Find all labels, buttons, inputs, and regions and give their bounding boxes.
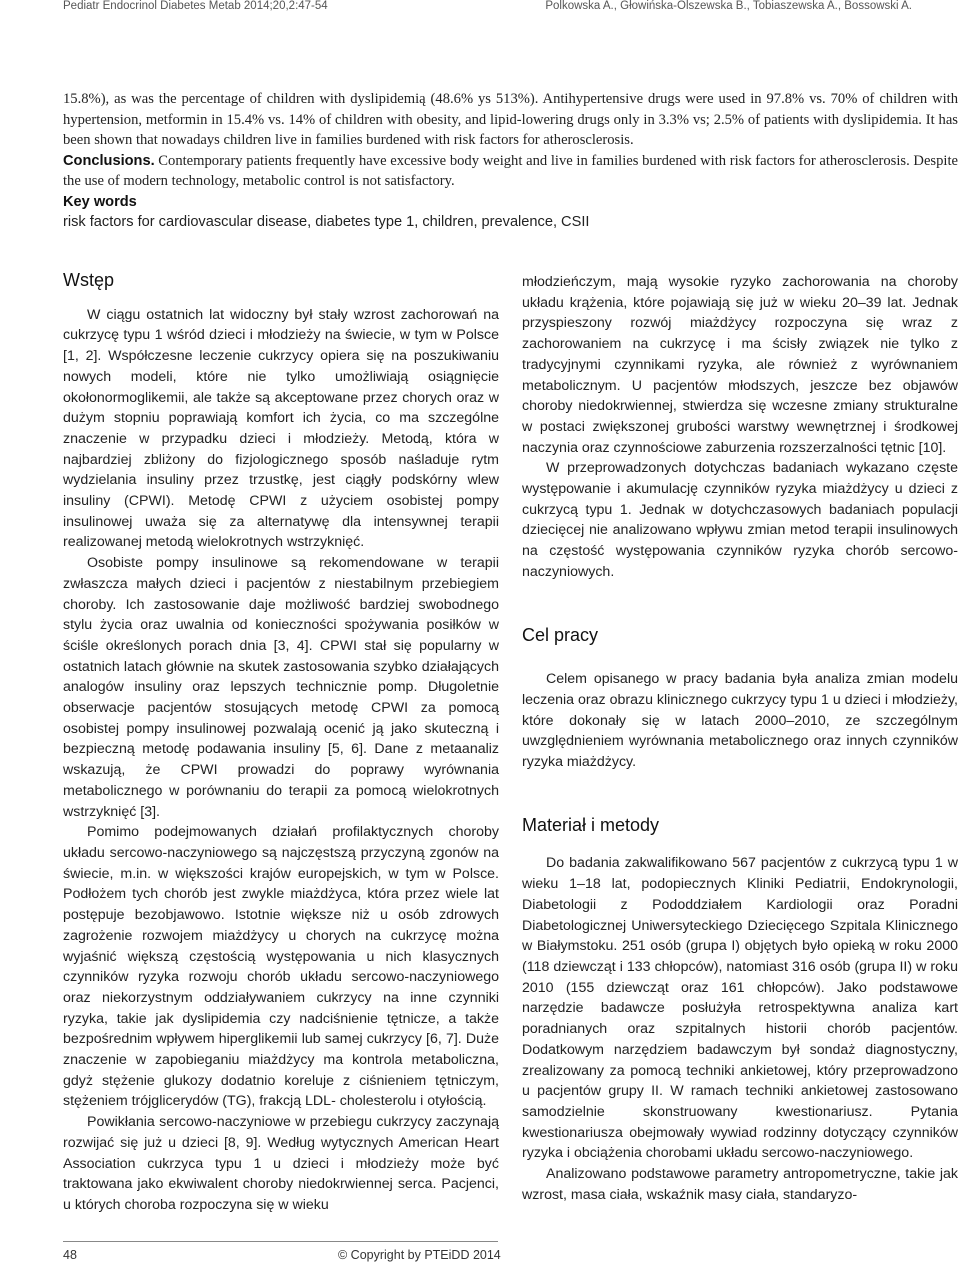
methods-paragraph-1: Do badania zakwalifikowano 567 pacjentów z cukrzycą typu 1 w wieku 1–18 lat, podopiecznych Kliniki Pediatrii, Endokrynologii, Diabetologii z Pododdziałem Kardiologii oraz Poradni Diabetologicznej Uniwersyteckiego Dziecięcego Szpitala Klinicznego w Białymstoku. 251 osób (grupa I) objętych było opieką w roku 2000 (118 dziewcząt i 133 chłopców), natomiast 316 osób (grupa II) w roku 2010 (155 dziewcząt oraz 161 chłopców). Jako podstawowe narzędzie badawcze posłużyła retrospektywna analiza kart poradnianych oraz szpitalnych historii chorób pacjentów. Dodatkowym narzędziem badawczym był sondaż diagnostyczny, zrealizowany za pomocą techniki ankietowej, który przeprowadzono u pacjentów grupy II. W ramach techniki ankietowej zastosowano samodzielnie skonstruowany kwestionariusz. Pytania kwestionariusza obejmowały wywiad rodzinny dotyczący czynników ryzyka i obciążenia chorobami układu sercowo-naczyniowego. [522, 855, 958, 1162]
intro-paragraph-3: Pomimo podejmowanych działań profilaktycznych choroby układu sercowo-naczyniowego są najczęstszą przyczyną zgonów na świecie, m.in. w większości krajów europejskich, w tym w Polsce. Podłożem tych chorób jest zwykle miażdżyca, która przez wiele lat postępuje bezobjawowo. Istotnie większe niż u osób zdrowych zagrożenie rozwojem miażdżycy u chorych na cukrzycę można wyjaśnić większą częstością występowania u nich klasycznych czynników ryzyka rozwoju chorób układu sercowo-naczyniowego oraz niekorzystnym oddziaływaniem cukrzycy na inne czynniki ryzyka, takie jak dyslipidemia czy nadciśnienie tętnicze, a także bezpośrednim wpływem hiperglikemii lub samej cukrzycy [6, 7]. Duże znaczenie w zapobieganiu miażdżycy ma kontrola metaboliczna, gdyż stężenie glukozy dodatnio koreluje z ciśnieniem tętniczym, stężeniem trójglicerydów (TG), frakcją LDL- cholesterolu i otyłością. [63, 824, 499, 1110]
section-heading-introduction: Wstęp [63, 270, 115, 290]
copyright-notice: © Copyright by PTEiDD 2014 [338, 1248, 501, 1262]
running-header [0, 0, 960, 14]
abstract-block [63, 89, 958, 232]
conclusions-text: Contemporary patients frequently have excessive body weight and live in families burdened with risk factors for atherosclerosis. Despite the use of modern technology, metabolic control is not satisfactory. [63, 152, 958, 190]
abstract-conclusions-paragraph [63, 151, 958, 192]
conclusions-label: Conclusions. [63, 152, 155, 169]
intro-paragraph-6: W przeprowadzonych dotychczas badaniach wykazano częste występowanie i akumulację czynników ryzyka miażdżycy u dzieci z cukrzycą typu 1. Jednak w dotychczasowych badaniach populacji dziecięcej nie analizowano wpływu zmian metod terapii insulinowych na częstość występowania czynników ryzyka chorób sercowo-naczyniowych. [522, 460, 958, 580]
intro-paragraph-1: W ciągu ostatnich lat widoczny był stały wzrost zachorowań na cukrzycę typu 1 wśród dzieci i młodzieży na świecie, w tym w Polsce [1, 2]. Współczesne leczenie cukrzycy opiera się na poszukiwaniu nowych modeli, które nie tylko umożliwiają osiągnięcie okołonormoglikemii, ale także są akceptowane przez chorych oraz w dużym stopniu poprawiają komfort ich życia, co ma szczególne znaczenie w przypadku dzieci i młodzieży. Metodą, która w najbardziej zbliżony do fizjologicznego sposób naśladuje rytm wydzielania insuliny przez trzustkę, jest ciągły podskórny wlew insuliny (CPWI). Metodę CPWI z użyciem osobistej pompy insulinowej uważa się za alternatywę dla intensywnej terapii realizowanej metodą wielokrotnych wstrzyknięć. [63, 306, 499, 551]
journal-citation: Pediatr Endocrinol Diabetes Metab 2014;20,2:47-54 [63, 0, 328, 12]
keywords-text: risk factors for cardiovascular disease, diabetes type 1, children, prevalence, CSII [63, 213, 590, 230]
left-column [63, 270, 499, 1216]
page-number: 48 [63, 1248, 77, 1262]
abstract-results-text: 15.8%), as was the percentage of children with dyslipidemią (48.6% ys 513%). Antihypertensive drugs were used in 97.8% vs. 70% of children with hypertension, metformin in 15.4% vs. 14% of children with obesity, and lipid-lowering drugs only in 3.3% vs; 2.5% of patients with dyslipidemia. It has been shown that nowadays children live in families burdened with risk factors for atherosclerosis. [63, 91, 958, 149]
footer-rule [63, 1241, 498, 1242]
aim-paragraph: Celem opisanego w pracy badania była analiza zmian modelu leczenia oraz obrazu klinicznego cukrzycy typu 1 u dzieci i młodzieży, które dokonały się w latach 2000–2010, ze szczególnym uwzględnieniem wyrównania metabolicznego oraz innych czynników ryzyka miażdżycy. [522, 671, 958, 771]
keywords-heading: Key words [63, 193, 137, 210]
intro-paragraph-2: Osobiste pompy insulinowe są rekomendowane w terapii zwłaszcza małych dzieci i pacjentów z niestabilnym przebiegiem choroby. Ich zastosowanie daje możliwość bardziej swobodnego stylu życia oraz uwalnia od konieczności spożywania posiłków w ściśle określonych porach dnia [3, 4]. CPWI stał się popularny w ostatnich latach głównie na skutek zastosowania szybko działających analogów insuliny oraz lepszych technicznie pomp. Długoletnie obserwacje pacjentów stosujących metodę CPWI za pomocą osobistej pompy insulinowej pozwalają ocenić ją jako skuteczną i bezpieczną metodę podawania insuliny [5, 6]. Dane z metaanaliz wskazują, że CPWI prowadzi do poprawy wyrównania metabolicznego w porównaniu do terapii za pomocą wielokrotnych wstrzyknięć [3]. [63, 555, 499, 820]
section-heading-methods: Materiał i metody [522, 814, 660, 835]
intro-paragraph-5: młodzieńczym, mają wysokie ryzyko zachorowania na choroby układu krążenia, które pojawiają się już w wieku 20–39 lat. Jednak przyspieszony rozwój miażdżycy rozpoczyna się wraz z zachorowaniem na cukrzycę i ma ścisły związek nie tylko z tradycyjnymi czynnikami ryzyka, ale również z wyrównaniem metabolicznym. U pacjentów młodszych, jeszcze bez objawów choroby niedokrwiennej, stwierdza się wczesne zmiany strukturalne w postaci zwiększonej grubości warstwy wewnętrznej i środkowej naczynia oraz czynnościowe zaburzenia rozszerzalności tętnic [10]. [522, 274, 958, 456]
author-list: Polkowska A., Głowińska-Olszewska B., Tobiaszewska A., Bossowski A. [545, 0, 912, 12]
abstract-results-paragraph [63, 89, 958, 151]
section-heading-aim: Cel pracy [522, 624, 599, 645]
intro-paragraph-4: Powikłania sercowo-naczyniowe w przebiegu cukrzycy zaczynają rozwijać się już u dzieci [8, 9]. Według wytycznych American Heart Association cukrzyca typu 1 u dzieci i młodzieży może być traktowana jako ekwiwalent choroby niedokrwiennej serca. Pacjenci, u których choroba rozpoczyna się w wieku [63, 1114, 499, 1213]
page-footer [0, 1241, 960, 1265]
right-column [522, 272, 958, 1205]
methods-paragraph-2: Analizowano podstawowe parametry antropometryczne, takie jak wzrost, masa ciała, wskaźnik masy ciała, standaryzo- [522, 1166, 958, 1203]
